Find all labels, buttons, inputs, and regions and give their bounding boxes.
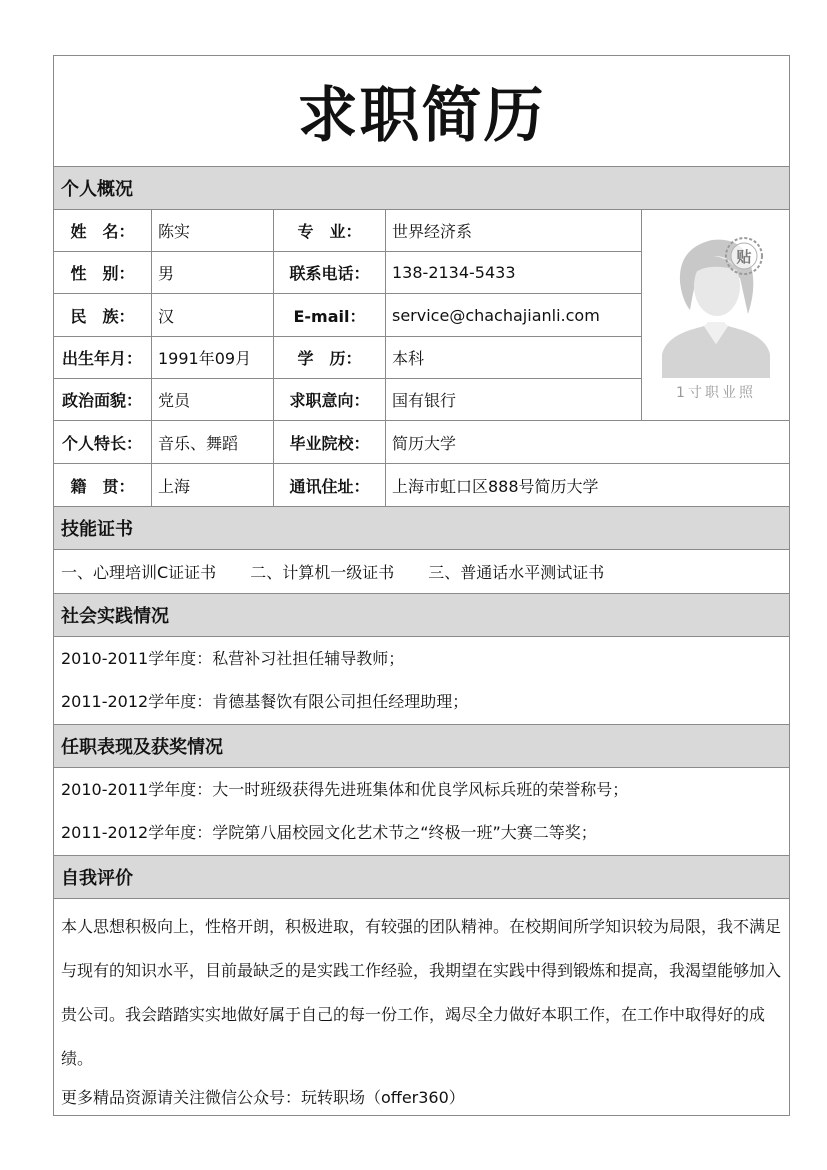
politics-label: 政治面貌： [54,379,152,421]
native-value: 上海 [152,464,274,506]
edu-label: 学 历： [274,337,386,379]
address-value: 上海市虹口区888号简历大学 [392,476,599,496]
school-label: 毕业院校： [274,421,386,464]
talent-label: 个人特长： [54,421,152,464]
photo-caption: 1寸职业照 [676,385,756,401]
awards-list [54,768,789,856]
list-item: 2010-2011学年度：大一时班级获得先进班集体和优良学风标兵班的荣誉称号； [61,780,629,799]
section-personal: 个人概况 [54,167,789,210]
gender-value: 男 [152,252,274,294]
politics-value: 党员 [152,379,274,421]
intent-label: 求职意向： [274,379,386,421]
name-value: 陈实 [152,210,274,252]
address-label: 通讯住址： [274,464,386,506]
email-value: service@chachajianli.com [386,294,642,337]
birth-label: 出生年月： [54,337,152,379]
photo-stamp: 贴 [736,248,752,266]
major-label: 专 业： [274,210,386,252]
personal-info-table [54,210,789,507]
school-value: 简历大学 [386,421,790,464]
photo-placeholder [642,210,790,421]
birth-value: 1991年09月 [152,337,274,379]
name-label: 姓 名： [54,210,152,252]
section-skills: 技能证书 [54,507,789,550]
skill-item: 三、普通话水平测试证书 [428,563,605,582]
list-item: 2011-2012学年度：学院第八届校园文化艺术节之“终极一班”大赛二等奖； [61,823,597,842]
gender-label: 性 别： [54,252,152,294]
self-eval-text: 本人思想积极向上，性格开朗，积极进取，有较强的团队精神。在校期间所学知识较为局限，我不满足与现有的知识水平，目前最缺乏的是实践工作经验，我期望在实践中得到锻炼和提高，我渴望能够加入贵公司。我会踏踏实实地做好属于自己的每一份工作，竭尽全力做好本职工作，在工作中取得好的成绩。 [61,917,782,1068]
resume [53,55,790,1116]
skills-list [54,550,789,594]
skill-item: 一、心理培训C证证书 [61,563,217,582]
intent-value: 国有银行 [386,379,642,421]
section-awards: 任职表现及获奖情况 [54,725,789,768]
major-value: 世界经济系 [386,210,642,252]
skill-item: 二、计算机一级证书 [250,563,395,582]
ethnic-value: 汉 [152,294,274,337]
talent-value: 音乐、舞蹈 [152,421,274,464]
email-label: E-mail： [274,294,386,337]
practice-list [54,637,789,725]
avatar-icon [660,226,772,404]
footer-note: 更多精品资源请关注微信公众号：玩转职场（offer360） [61,1088,465,1107]
list-item: 2011-2012学年度：肯德基餐饮有限公司担任经理助理； [61,692,469,711]
edu-value: 本科 [386,337,642,379]
phone-label: 联系电话： [274,252,386,294]
ethnic-label: 民 族： [54,294,152,337]
phone-value: 138-2134-5433 [386,252,642,294]
list-item: 2010-2011学年度：私营补习社担任辅导教师； [61,649,405,668]
section-self-eval: 自我评价 [54,856,789,899]
native-label: 籍 贯： [54,464,152,506]
page-title: 求职简历 [54,56,789,167]
section-practice: 社会实践情况 [54,594,789,637]
